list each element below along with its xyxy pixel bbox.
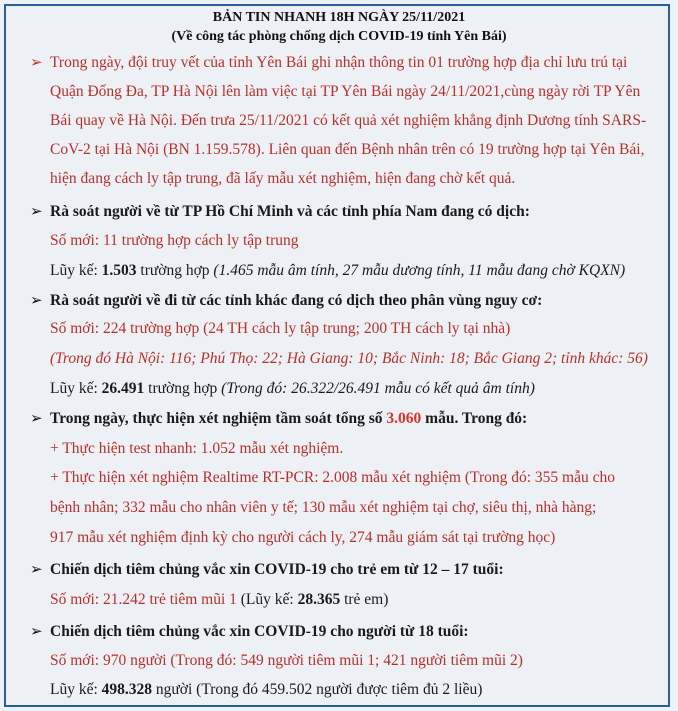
tests-pcr-line-2: bệnh nhân; 332 mẫu cho nhân viên y tế; 130 mẫu xét nghiệm tại chợ, siêu thị, nhà hàng; [50,499,597,516]
bulletin-subtitle: (Về công tác phòng chống dịch COVID-19 tỉnh Yên Bái) [171,29,507,44]
arrow-bullet-icon: ➢ [30,624,43,640]
intro-line-4: CoV-2 tại Hà Nội (BN 1.159.578). Liên quan đến Bệnh nhân trên có 19 trường hợp tại Yên Bái, [50,141,645,158]
arrow-bullet-icon: ➢ [30,562,43,578]
vax-kids-heading: Chiến dịch tiêm chủng vắc xin COVID-19 cho trẻ em từ 12 – 17 tuổi: [50,561,504,578]
south-heading: Rà soát người về từ TP Hồ Chí Minh và các tỉnh phía Nam đang có dịch: [50,203,530,220]
other-total-value: 26.491 [101,380,145,397]
vax-kids-total-value: 28.365 [297,591,341,608]
vax-adults-heading: Chiến dịch tiêm chủng vắc xin COVID-19 cho người từ 18 tuổi: [50,623,469,640]
arrow-bullet-icon: ➢ [30,55,43,71]
intro-line-3: Bái quay về Hà Nội. Đến trưa 25/11/2021 có kết quả xét nghiệm khẳng định Dương tính SARS- [50,112,647,129]
vax-kids-new [50,591,388,609]
vax-adults-new: Số mới: 970 người (Trong đó: 549 người tiêm mũi 1; 421 người tiêm mũi 2) [50,652,523,669]
bulletin-title: BẢN TIN NHANH 18H NGÀY 25/11/2021 [212,10,466,25]
vax-adults-total-value: 498.328 [101,681,153,698]
south-total-label: Lũy kế: [50,262,102,279]
vax-kids-total-post: trẻ em) [340,591,389,608]
other-total-note: (Trong đó: 26.322/26.491 mẫu có kết quả âm tính) [221,380,535,397]
intro-line-1: Trong ngày, đội truy vết của tỉnh Yên Bái ghi nhận thông tin 01 trường hợp địa chỉ lưu trú tại [50,54,628,71]
other-total [50,380,535,398]
south-total-unit: trường hợp [136,262,214,279]
vax-kids-total-label: (Lũy kế: [240,591,298,608]
tests-quick: + Thực hiện test nhanh: 1.052 mẫu xét nghiệm. [50,440,344,457]
arrow-bullet-icon: ➢ [30,293,43,309]
south-total [50,262,625,280]
other-total-unit: trường hợp [144,380,222,397]
other-detail: (Trong đó Hà Nội: 116; Phú Thọ: 22; Hà Giang: 10; Bắc Ninh: 18; Bắc Giang 2; tỉnh khác: 56) [50,350,648,367]
other-heading: Rà soát người về đi từ các tỉnh khác đang có dịch theo phân vùng nguy cơ: [50,292,543,309]
arrow-bullet-icon: ➢ [30,204,43,220]
vax-adults-total-label: Lũy kế: [50,681,102,698]
tests-pcr-line-1: + Thực hiện xét nghiệm Realtime RT-PCR: 2.008 mẫu xét nghiệm (Trong đó: 355 mẫu cho [50,469,615,486]
intro-line-2: Quận Đống Đa, TP Hà Nội lên làm việc tại TP Yên Bái ngày 24/11/2021,cùng ngày rời TP Yên [50,83,641,100]
south-new: Số mới: 11 trường hợp cách ly tập trung [50,232,299,249]
tests-heading-post: mẫu. Trong đó: [421,410,528,427]
vax-adults-total [50,681,482,699]
south-total-value: 1.503 [101,262,137,279]
vax-kids-new-pre: Số mới: 21.242 trẻ tiêm mũi 1 [50,591,241,608]
arrow-bullet-icon: ➢ [30,411,43,427]
tests-heading-pre: Trong ngày, thực hiện xét nghiệm tầm soát tổng số [50,410,387,427]
tests-pcr-line-3: 917 mẫu xét nghiệm định kỳ cho người cách ly, 274 mẫu giám sát tại trường học) [50,529,556,546]
other-new: Số mới: 224 trường hợp (24 TH cách ly tập trung; 200 TH cách ly tại nhà) [50,320,511,337]
tests-heading-value: 3.060 [386,410,422,427]
south-total-note: (1.465 mẫu âm tính, 27 mẫu dương tính, 11 mẫu đang chờ KQXN) [213,262,626,279]
vax-adults-total-post: người (Trong đó 459.502 người được tiêm đủ 2 liều) [152,681,483,698]
other-total-label: Lũy kế: [50,380,102,397]
tests-heading [50,410,527,428]
intro-line-5: hiện đang cách ly tập trung, đã lấy mẫu xét nghiệm, hiện đang chờ kết quả. [50,170,516,187]
